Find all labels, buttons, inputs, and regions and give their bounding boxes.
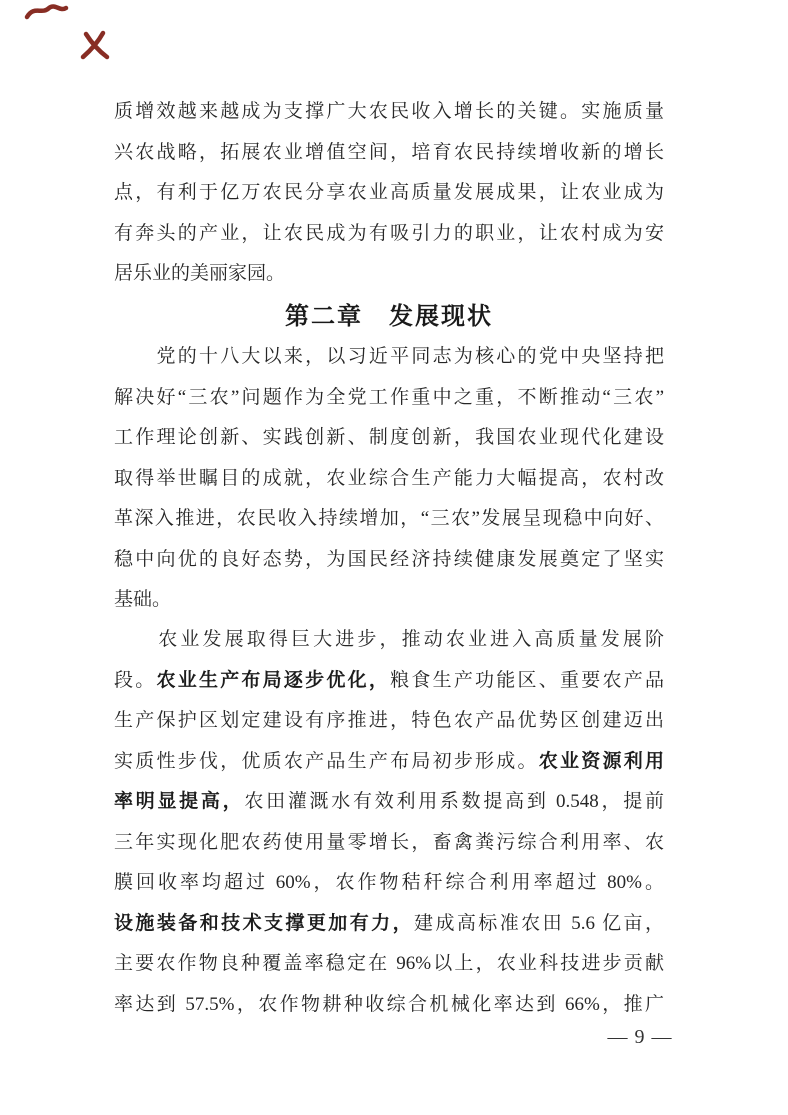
- text-line: [114, 944, 664, 985]
- text-line: [114, 418, 664, 459]
- text-line: [114, 580, 664, 621]
- text-line: [114, 823, 664, 864]
- page-number: — 9 —: [607, 1026, 673, 1048]
- text-line: [114, 499, 664, 540]
- text-line: [114, 214, 664, 255]
- text-line: [114, 742, 664, 783]
- text-line: [114, 378, 664, 419]
- bold-text-run: 设施装备和技术支撑更加有力，: [114, 912, 415, 934]
- text-run: 工作理论创新、实践创新、制度创新，我国农业现代化建设: [114, 427, 664, 448]
- text-run: 建成高标准农田 5.6 亿亩，: [414, 912, 664, 934]
- text-run: 有奔头的产业，让农民成为有吸引力的职业，让农村成为安: [114, 222, 664, 244]
- text-line: [114, 337, 664, 378]
- bold-text-run: 农业资源利用: [538, 750, 664, 772]
- text-run: 党的十八大以来，以习近平同志为核心的党中央坚持把: [114, 346, 664, 367]
- bold-text-run: 率明显提高，: [114, 791, 245, 812]
- text-line: [114, 133, 664, 174]
- text-line: [114, 985, 664, 1026]
- text-run: 基础。: [114, 589, 172, 610]
- text-run: 率达到 57.5%，农作物耕种收综合机械化率达到 66%，推广: [114, 993, 664, 1015]
- text-line: [114, 173, 664, 214]
- text-run: 点，有利于亿万农民分享农业高质量发展成果，让农业成为: [114, 182, 664, 203]
- paragraph-1: [114, 92, 664, 295]
- text-line: [114, 540, 664, 581]
- text-run: 主要农作物良种覆盖率稳定在 96%以上，农业科技进步贡献: [114, 953, 664, 974]
- text-run: 取得举世瞩目的成就，农业综合生产能力大幅提高，农村改: [114, 467, 664, 489]
- pen-scribble-icon: [15, 0, 145, 70]
- text-run: 粮食生产功能区、重要农产品: [390, 669, 664, 691]
- chapter-heading: 第二章 发展现状: [285, 303, 493, 330]
- text-run: 三年实现化肥农药使用量零增长，畜禽粪污综合利用率、农: [114, 831, 664, 853]
- text-line: [114, 661, 664, 702]
- text-run: 稳中向优的良好态势，为国民经济持续健康发展奠定了坚实: [114, 548, 664, 570]
- text-run: 膜回收率均超过 60%，农作物秸秆综合利用率超过 80%。: [114, 872, 664, 893]
- text-run: 解决好“三农”问题作为全党工作重中之重，不断推动“三农”: [114, 386, 664, 408]
- text-line: [114, 904, 664, 945]
- text-line: [114, 782, 664, 823]
- text-line: [114, 863, 664, 904]
- text-run: 质增效越来越成为支撑广大农民收入增长的关键。实施质量: [114, 101, 664, 122]
- text-line: [114, 459, 664, 500]
- paragraph-3: [114, 620, 664, 1025]
- text-run: 兴农战略，拓展农业增值空间，培育农民持续增收新的增长: [114, 141, 664, 163]
- text-run: 实质性步伐，优质农产品生产布局初步形成。: [114, 750, 539, 772]
- text-run: 革深入推进，农民收入持续增加，“三农”发展呈现稳中向好、: [114, 508, 664, 529]
- paragraph-2: [114, 337, 664, 621]
- text-run: 农业发展取得巨大进步，推动农业进入高质量发展阶: [114, 629, 664, 650]
- text-run: 农田灌溉水有效利用系数提高到 0.548，提前: [244, 791, 664, 812]
- text-run: 段。: [114, 669, 157, 691]
- text-run: 居乐业的美丽家园。: [114, 263, 286, 284]
- text-line: [114, 701, 664, 742]
- text-line: [114, 92, 664, 133]
- text-run: 生产保护区划定建设有序推进，特色农产品优势区创建迈出: [114, 710, 664, 731]
- text-line: [114, 620, 664, 661]
- text-line: [114, 254, 664, 295]
- bold-text-run: 农业生产布局逐步优化，: [156, 669, 391, 691]
